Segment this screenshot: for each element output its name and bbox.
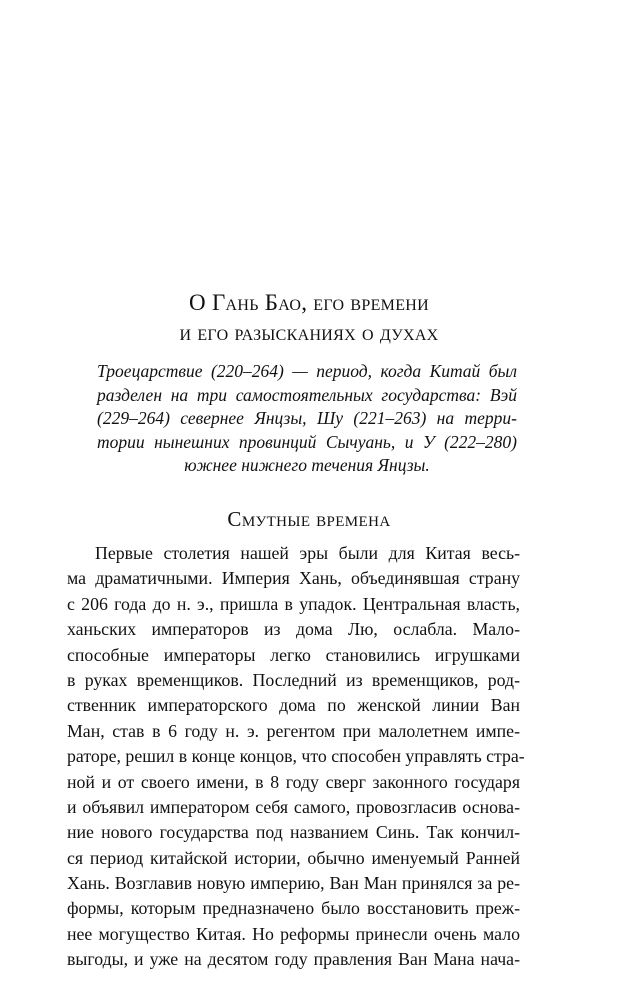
section-title: Смутные времена <box>227 507 391 531</box>
body-line: ственник императорского дома по женской линии Ван <box>67 695 520 716</box>
body-line: с 206 года до н. э., пришла в упадок. Центральная власть, <box>67 593 520 614</box>
epigraph-line: (229–264) севернее Янцзы, Шу (221–263) на терри- <box>97 408 517 429</box>
body-line: ма драматичными. Империя Хань, объединявшая страну <box>67 568 520 589</box>
body-line: ной и от своего имени, в 8 году сверг законного государя <box>67 771 520 792</box>
chapter-title-line-2: и его разысканиях о духах <box>179 320 439 345</box>
body-line: Хань. Возглавив новую империю, Ван Ман принялся за ре- <box>67 873 520 894</box>
epigraph-line: южнее нижнего течения Янцзы. <box>184 455 430 476</box>
body-text <box>67 541 525 973</box>
body-line: нее могущество Китая. Но реформы принесли очень мало <box>67 923 520 944</box>
epigraph-line: тории нынешних провинций Сычуань, и У (222–280) <box>97 431 517 452</box>
chapter-title-line-1: О Гань Бао, его времени <box>188 290 429 315</box>
epigraph-line: Троецарствие (220–264) — период, когда Китай был <box>97 361 517 381</box>
body-line: формы, которым предназначено было восстановить преж- <box>67 898 520 919</box>
epigraph-line: разделен на три самостоятельных государства: Вэй <box>97 384 517 405</box>
body-line: способные императоры легко становились игрушками <box>67 644 520 665</box>
epigraph <box>97 360 517 478</box>
body-line: Первые столетия нашей эры были для Китая весь- <box>95 543 520 563</box>
body-line: Ман, став в 6 году н. э. регентом при малолетнем импе- <box>67 720 520 741</box>
body-line: выгоды, и уже на десятом году правления Ван Мана нача- <box>67 949 520 970</box>
body-line: раторе, решил в конце концов, что способен управлять стра- <box>67 746 525 767</box>
body-line: и объявил императором себя самого, провозгласив основа- <box>67 796 520 817</box>
body-line: в руках временщиков. Последний из временщиков, род- <box>67 669 520 690</box>
body-line: ханьских императоров из дома Лю, ослабла. Мало- <box>67 619 520 640</box>
body-line: ся период китайской истории, обычно именуемый Ранней <box>67 847 520 868</box>
body-line: ние нового государства под названием Синь. Так кончил- <box>67 822 520 843</box>
